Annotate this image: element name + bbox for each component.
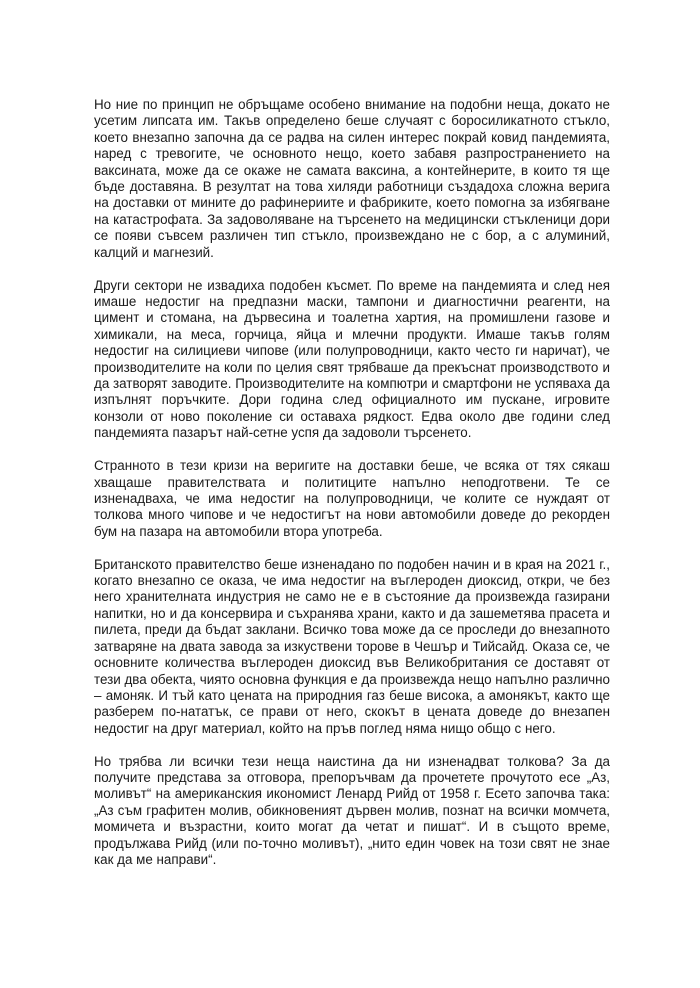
- paragraph-5: Но трябва ли всички тези неща наистина да ни изненадват толкова? За да получите представа за отговора, препоръчвам да прочетете прочутото есе „Аз, моливът“ на американския икономист Ленард Рийд от 1958 г. Есето започва така: „Аз съм графитен молив, обикновеният дървен молив, познат на всички момчета, момичета и възрастни, които могат да четат и пишат“. И в същото време, продължава Рийд (или по-точно моливът), „нито един човек на този свят не знае как да ме направи“.: [94, 753, 610, 868]
- paragraph-4: Британското правителство беше изненадано по подобен начин и в края на 2021 г., когато внезапно се оказа, че има недостиг на въглероден диоксид, откри, че без него хранителната индустрия не само не е в състояние да произвежда газирани напитки, но и да консервира и съхранява храни, както и да зашеметява прасета и пилета, преди да бъдат заклани. Всичко това може да се проследи до внезапното затваряне на двата завода за изкуствени торове в Чешър и Тийсайд. Оказа се, че основните количества въглероден диоксид във Великобритания се доставят от тези два обекта, чиято основна функция е да произвежда нещо напълно различно – амоняк. И тъй като цената на природния газ беше висока, а амонякът, както ще разберем по-нататък, се прави от него, скокът в цената доведе до внезапен недостиг на друг материал, който на пръв поглед няма нищо общо с него.: [94, 556, 610, 736]
- paragraph-2: Други сектори не извадиха подобен късмет. По време на пандемията и след нея имаше недостиг на предпазни маски, тампони и диагностични реагенти, на цимент и стомана, на дървесина и тоалетна хартия, на промишлени газове и химикали, на меса, горчица, яйца и млечни продукти. Имаше такъв голям недостиг на силициеви чипове (или полупроводници, както често ги наричат), че производителите на коли по целия свят трябваше да прекъснат производството и да затворят заводите. Производителите на компютри и смартфони не успяваха да изпълнят поръчките. Дори година след официалното им пускане, игровите конзоли от ново поколение си оставаха рядкост. Едва около две години след пандемията пазарът най-сетне успя да задоволи търсенето.: [94, 277, 610, 441]
- paragraph-1: Но ние по принцип не обръщаме особено внимание на подобни неща, докато не усетим липсата им. Такъв определено беше случаят с боросиликатното стъкло, което внезапно започна да се радва на силен интерес покрай ковид пандемията, наред с тревогите, че основното нещо, което забавя разпространението на ваксината, може да се окаже не самата ваксина, а контейнерите, в които тя ще бъде доставяна. В резултат на това хиляди работници създадоха сложна верига на доставки от мините до рафинериите и фабриките, което помогна за избягване на катастрофата. За задоволяване на търсенето на медицински стъкленици дори се появи съвсем различен тип стъкло, произвеждано не с бор, а с алуминий, калций и магнезий.: [94, 97, 610, 260]
- paragraph-3: Странното в тези кризи на веригите на доставки беше, че всяка от тях сякаш хващаше правителствата и политиците напълно неподготвени. Те се изненадваха, че има недостиг на полупроводници, че колите се нуждаят от толкова много чипове и че недостигът на нови автомобили доведе до рекорден бум на пазара на автомобили втора употреба.: [94, 458, 610, 539]
- body-text: [94, 97, 610, 885]
